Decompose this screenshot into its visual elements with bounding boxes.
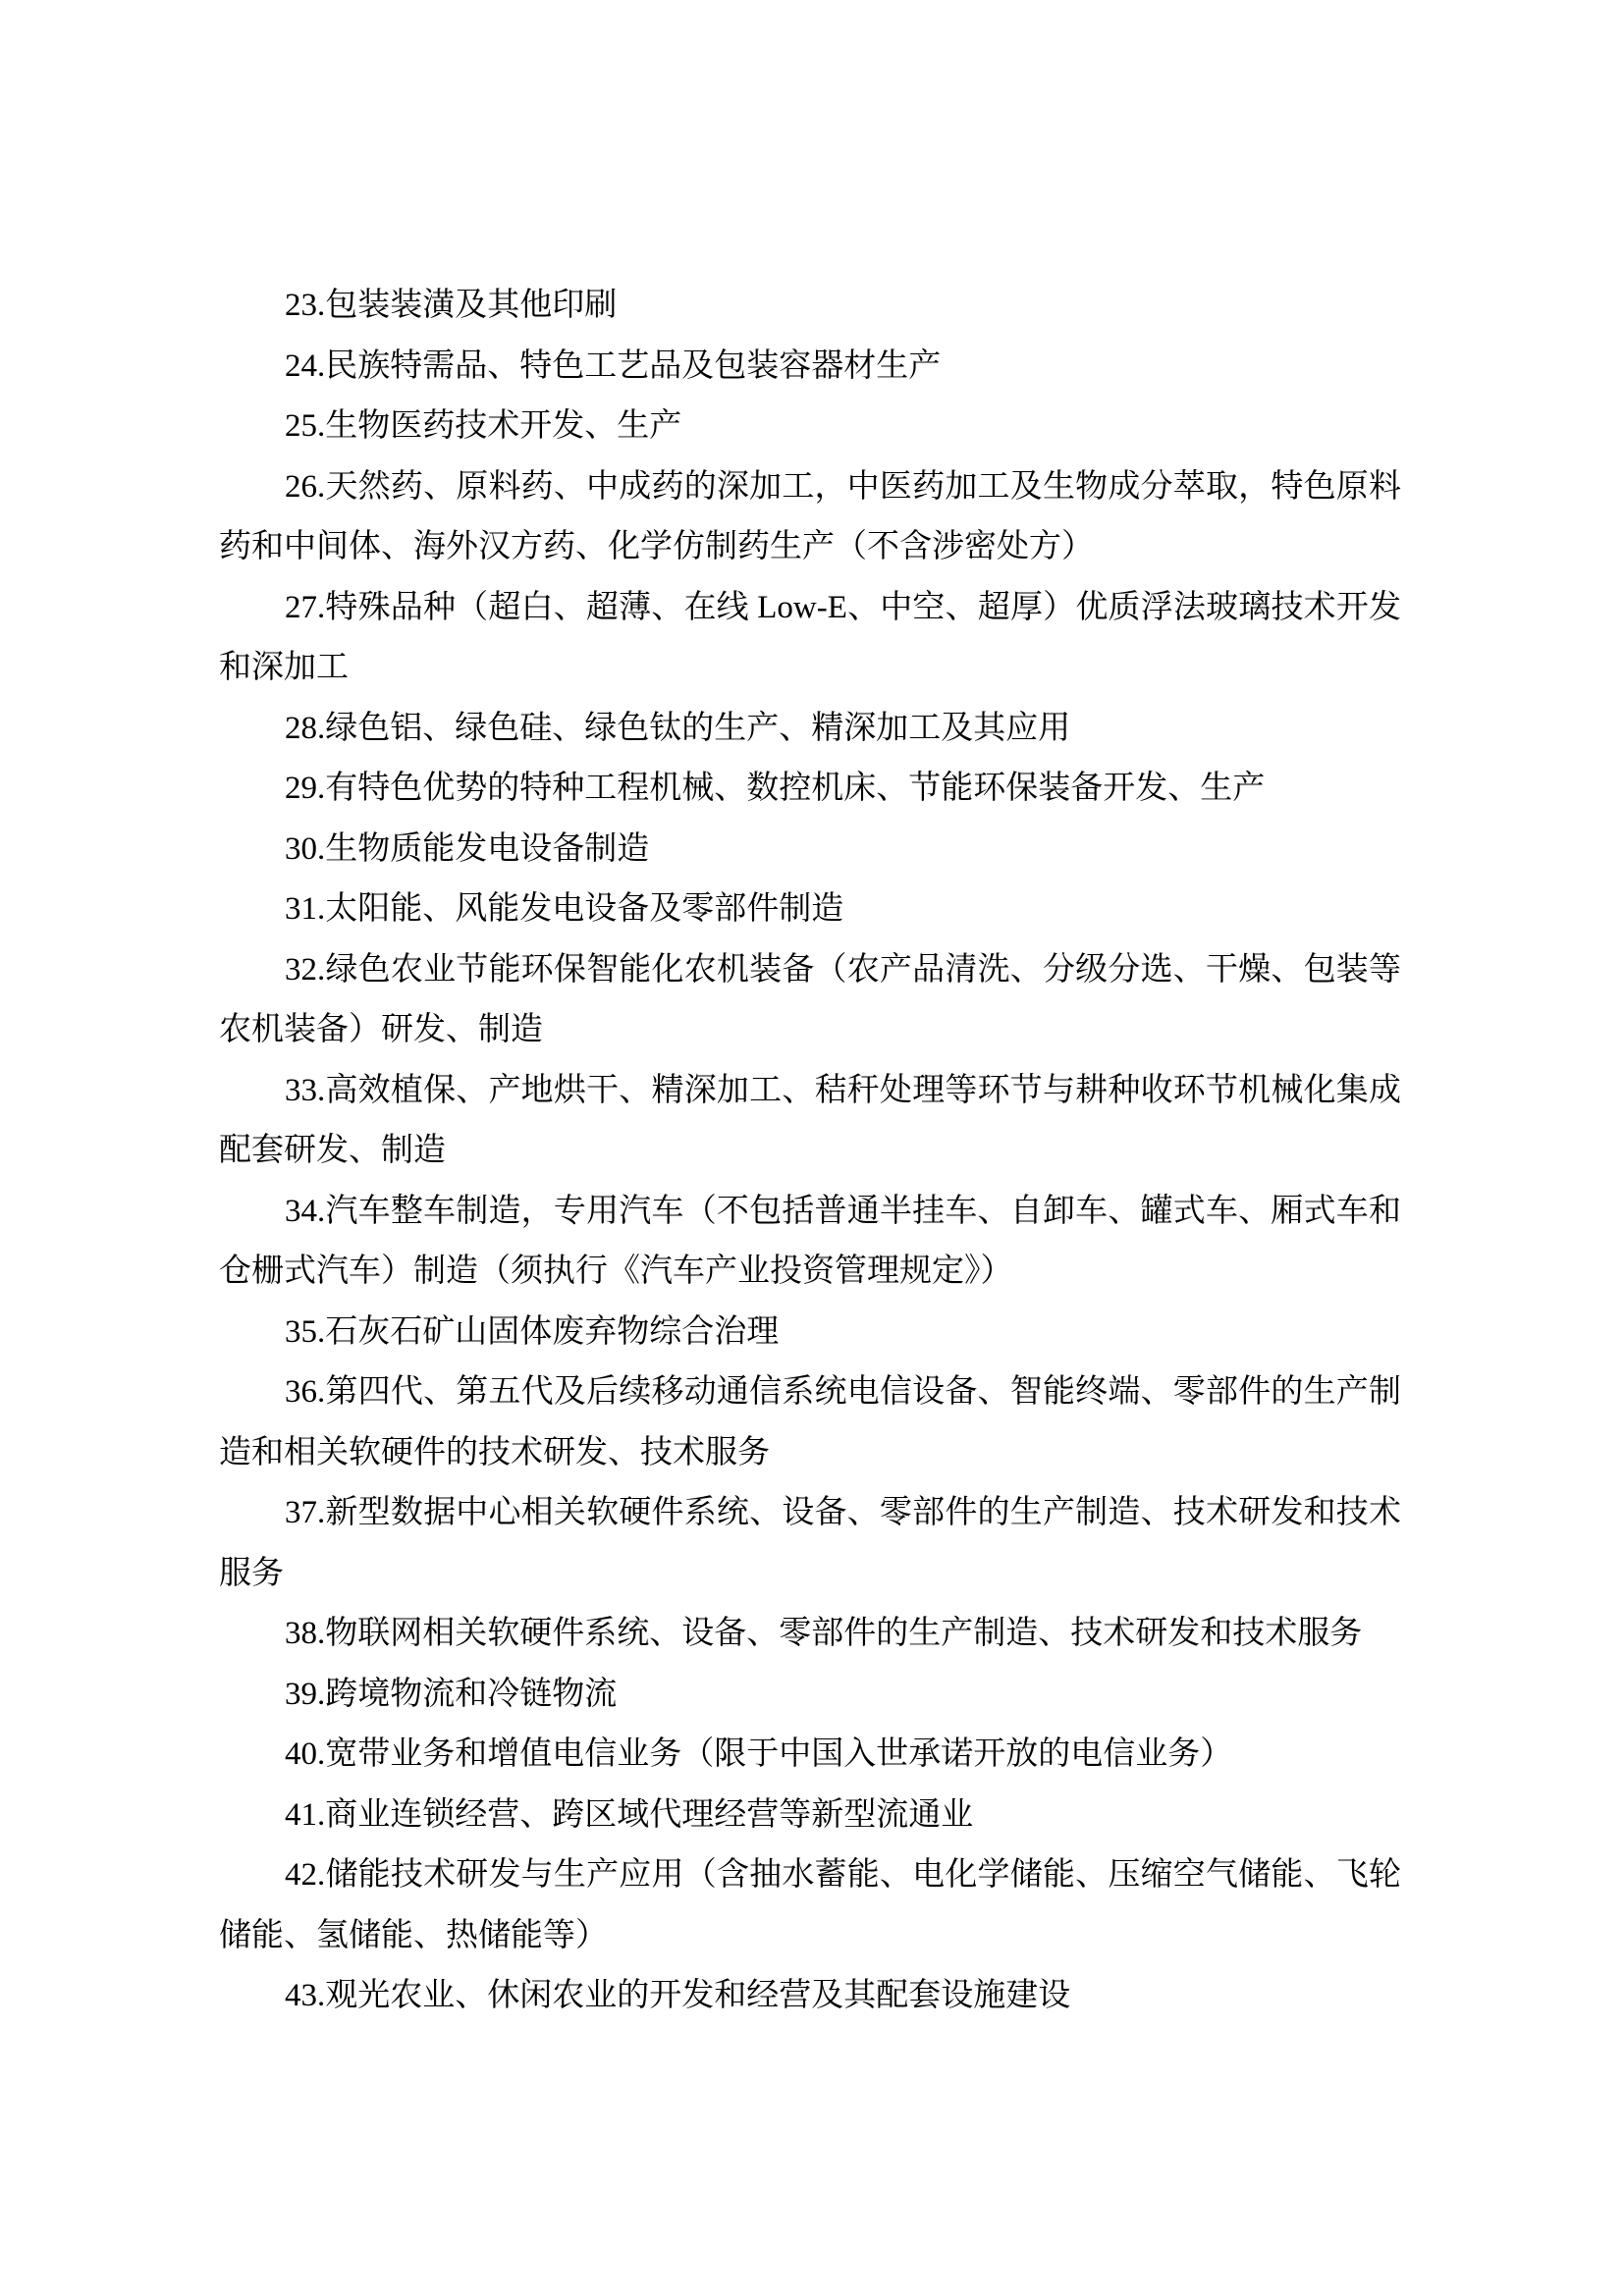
item-text: 生物医药技术开发、生产 bbox=[325, 408, 682, 444]
item-text: 高效植保、产地烘干、精深加工、秸秆处理等环节与耕种收环节机械化集成配套研发、制造 bbox=[219, 1072, 1401, 1168]
item-text: 民族特需品、特色工艺品及包装容器材生产 bbox=[325, 347, 942, 384]
list-item bbox=[219, 1786, 1401, 1846]
list-item bbox=[219, 1303, 1401, 1363]
item-number: 29. bbox=[285, 771, 326, 806]
item-number: 42. bbox=[285, 1857, 326, 1893]
item-text: 跨境物流和冷链物流 bbox=[325, 1676, 618, 1712]
item-text: 物联网相关软硬件系统、设备、零部件的生产制造、技术研发和技术服务 bbox=[325, 1616, 1363, 1651]
item-text: 观光农业、休闲农业的开发和经营及其配套设施建设 bbox=[325, 1978, 1071, 2013]
item-number: 27. bbox=[285, 589, 326, 625]
list-item bbox=[219, 1845, 1401, 1966]
item-number: 35. bbox=[285, 1313, 326, 1350]
item-number: 30. bbox=[285, 830, 326, 867]
list-item bbox=[219, 397, 1401, 457]
list-item bbox=[219, 759, 1401, 820]
list-item bbox=[219, 1182, 1401, 1303]
item-number: 26. bbox=[285, 468, 326, 505]
list-item bbox=[219, 457, 1401, 578]
list-item bbox=[219, 699, 1401, 760]
item-number: 24. bbox=[285, 347, 326, 384]
item-text: 绿色农业节能环保智能化农机装备（农产品清洗、分级分选、干燥、包装等农机装备）研发、制造 bbox=[219, 951, 1401, 1047]
item-number: 38. bbox=[285, 1616, 326, 1651]
item-text: 绿色铝、绿色硅、绿色钛的生产、精深加工及其应用 bbox=[325, 710, 1071, 746]
item-number: 43. bbox=[285, 1978, 326, 2013]
item-number: 39. bbox=[285, 1676, 326, 1712]
list-item bbox=[219, 1483, 1401, 1604]
item-text: 生物质能发电设备制造 bbox=[325, 830, 650, 867]
list-item bbox=[219, 578, 1401, 699]
item-text: 商业连锁经营、跨区域代理经营等新型流通业 bbox=[325, 1796, 974, 1833]
item-number: 31. bbox=[285, 891, 326, 927]
item-number: 25. bbox=[285, 408, 326, 444]
item-number: 36. bbox=[285, 1374, 326, 1410]
list-item bbox=[219, 1665, 1401, 1726]
list-item bbox=[219, 337, 1401, 398]
list-item bbox=[219, 1966, 1401, 2027]
item-text: 石灰石矿山固体废弃物综合治理 bbox=[325, 1313, 780, 1350]
list-item bbox=[219, 820, 1401, 881]
list-item bbox=[219, 276, 1401, 337]
item-text: 包装装潢及其他印刷 bbox=[325, 288, 618, 323]
list-item bbox=[219, 1362, 1401, 1483]
item-text: 太阳能、风能发电设备及零部件制造 bbox=[325, 891, 844, 927]
item-number: 40. bbox=[285, 1736, 326, 1772]
item-text: 新型数据中心相关软硬件系统、设备、零部件的生产制造、技术研发和技术服务 bbox=[219, 1495, 1401, 1591]
item-number: 33. bbox=[285, 1072, 326, 1108]
list-item bbox=[219, 1604, 1401, 1665]
item-text: 宽带业务和增值电信业务（限于中国入世承诺开放的电信业务） bbox=[325, 1736, 1233, 1772]
item-number: 32. bbox=[285, 951, 326, 988]
catalogue-list bbox=[219, 276, 1401, 2027]
list-item bbox=[219, 1061, 1401, 1182]
item-number: 34. bbox=[285, 1193, 326, 1229]
item-number: 28. bbox=[285, 710, 326, 746]
list-item bbox=[219, 940, 1401, 1061]
item-number: 23. bbox=[285, 288, 326, 323]
item-text: 特殊品种（超白、超薄、在线 Low-E、中空、超厚）优质浮法玻璃技术开发和深加工 bbox=[219, 589, 1401, 685]
item-text: 有特色优势的特种工程机械、数控机床、节能环保装备开发、生产 bbox=[325, 771, 1266, 806]
item-text: 汽车整车制造，专用汽车（不包括普通半挂车、自卸车、罐式车、厢式车和仓栅式汽车）制造（须执行《汽车产业投资管理规定》） bbox=[219, 1193, 1401, 1289]
item-text: 储能技术研发与生产应用（含抽水蓄能、电化学储能、压缩空气储能、飞轮储能、氢储能、热储能等） bbox=[219, 1857, 1401, 1953]
list-item bbox=[219, 1725, 1401, 1786]
item-text: 第四代、第五代及后续移动通信系统电信设备、智能终端、零部件的生产制造和相关软硬件的技术研发、技术服务 bbox=[219, 1374, 1401, 1470]
list-item bbox=[219, 880, 1401, 940]
item-number: 37. bbox=[285, 1495, 326, 1530]
item-number: 41. bbox=[285, 1796, 326, 1833]
item-text: 天然药、原料药、中成药的深加工，中医药加工及生物成分萃取，特色原料药和中间体、海外汉方药、化学仿制药生产（不含涉密处方） bbox=[219, 468, 1401, 564]
